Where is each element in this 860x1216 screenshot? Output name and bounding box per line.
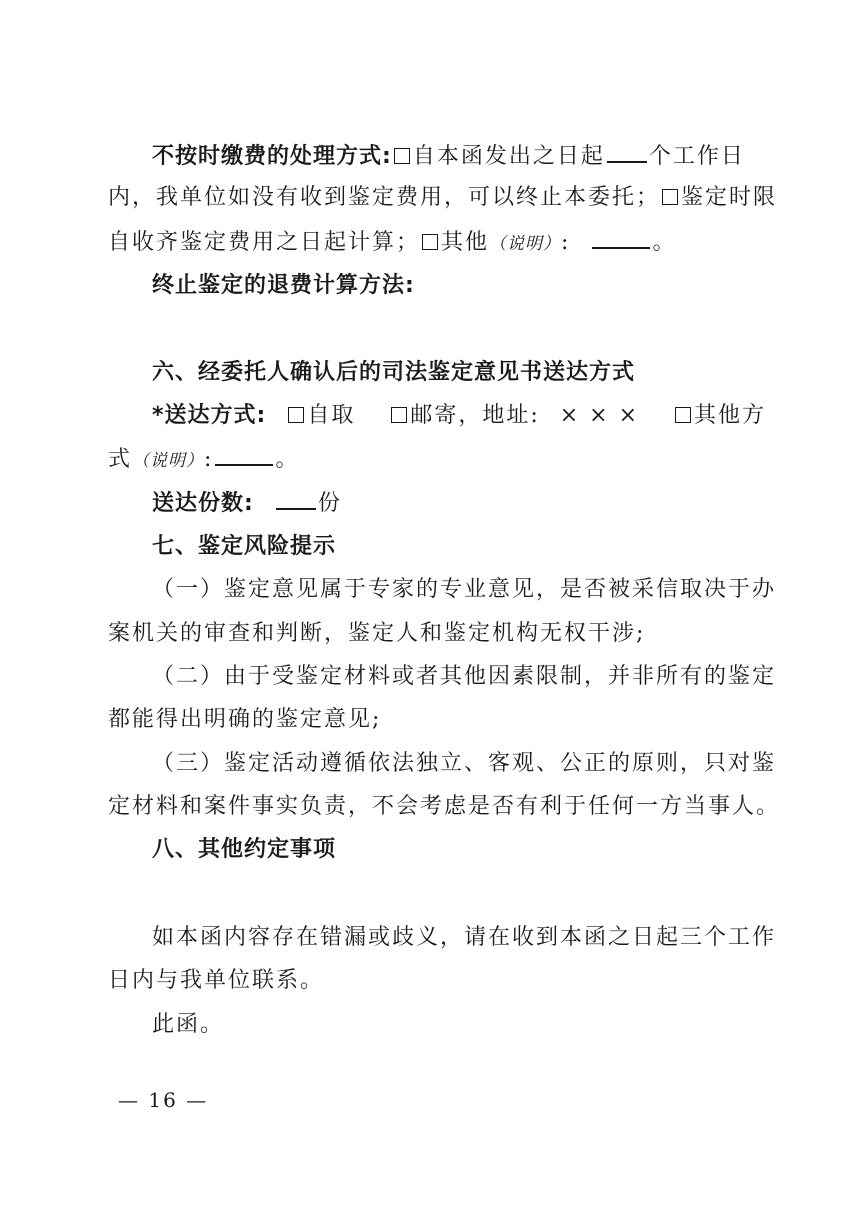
delivery-other-label: 其他方 [694, 403, 767, 428]
risk-item-3-line-2: 定材料和案件事实负责，不会考虑是否有利于任何一方当事人。 [108, 794, 781, 819]
delivery-copies-blank[interactable] [276, 490, 316, 510]
late-payment-option-2-text: 鉴定时限 [681, 185, 778, 210]
checkbox-icon[interactable] [288, 407, 304, 423]
checkbox-icon[interactable] [422, 234, 438, 250]
contact-line-2: 日内与我单位联系。 [108, 968, 325, 993]
section-8-title: 八、其他约定事项 [152, 837, 337, 862]
risk-item-2-line-2: 都能得出明确的鉴定意见; [108, 707, 382, 732]
late-payment-option-1-suffix: 个工作日 [648, 144, 745, 169]
delivery-copies-line [152, 490, 754, 518]
delivery-colon: : [204, 447, 214, 472]
section-7-title: 七、鉴定风险提示 [152, 534, 337, 559]
checkbox-icon[interactable] [391, 407, 407, 423]
late-payment-line-1 [152, 143, 754, 171]
page-number: — 16 — [118, 1088, 209, 1112]
delivery-period: 。 [275, 447, 300, 472]
delivery-copies-unit: 份 [317, 491, 342, 516]
late-payment-other-blank[interactable] [592, 229, 650, 249]
checkbox-icon[interactable] [394, 148, 410, 164]
section-6-title: 六、经委托人确认后的司法鉴定意见书送达方式 [152, 360, 636, 385]
checkbox-icon[interactable] [662, 189, 678, 205]
delivery-other-blank[interactable] [215, 446, 273, 466]
delivery-address: × × × [559, 403, 640, 428]
late-payment-line-3 [108, 229, 754, 258]
delivery-copies-label: 送达份数: [152, 491, 254, 516]
delivery-mail-label: 邮寄，地址: [410, 403, 540, 428]
refund-label: 终止鉴定的退费计算方法: [152, 273, 415, 298]
delivery-note: （说明） [132, 451, 205, 471]
delivery-method-line [152, 402, 767, 430]
contact-line-1: 如本函内容存在错漏或歧义，请在收到本函之日起三个工作 [152, 925, 777, 950]
delivery-method-line-2 [108, 446, 754, 475]
late-payment-line-2-text: 内，我单位如没有收到鉴定费用，可以终止本委托； [108, 185, 661, 210]
delivery-self-pickup: 自取 [307, 403, 356, 428]
working-days-blank[interactable] [607, 143, 647, 163]
checkbox-icon[interactable] [675, 407, 691, 423]
risk-item-1-line-1: （一）鉴定意见属于专家的专业意见，是否被采信取决于办 [152, 577, 777, 602]
late-payment-period: 。 [652, 230, 677, 255]
risk-item-1-line-2: 案机关的审查和判断，鉴定人和鉴定机构无权干涉; [108, 621, 646, 646]
late-payment-colon: : [561, 230, 571, 255]
delivery-other-suffix: 式 [108, 447, 133, 472]
sign-off: 此函。 [152, 1012, 225, 1037]
late-payment-line-2 [108, 184, 778, 212]
risk-item-2-line-1: （二）由于受鉴定材料或者其他因素限制，并非所有的鉴定 [152, 664, 777, 689]
late-payment-other-label: 其他 [441, 230, 490, 255]
late-payment-line-3-text: 自收齐鉴定费用之日起计算； [108, 230, 421, 255]
delivery-method-label: *送达方式: [152, 403, 267, 428]
late-payment-option-1-text: 自本函发出之日起 [412, 144, 605, 169]
late-payment-note: （说明） [489, 234, 562, 254]
late-payment-label: 不按时缴费的处理方式: [152, 144, 392, 169]
risk-item-3-line-1: （三）鉴定活动遵循依法独立、客观、公正的原则，只对鉴 [152, 751, 777, 776]
